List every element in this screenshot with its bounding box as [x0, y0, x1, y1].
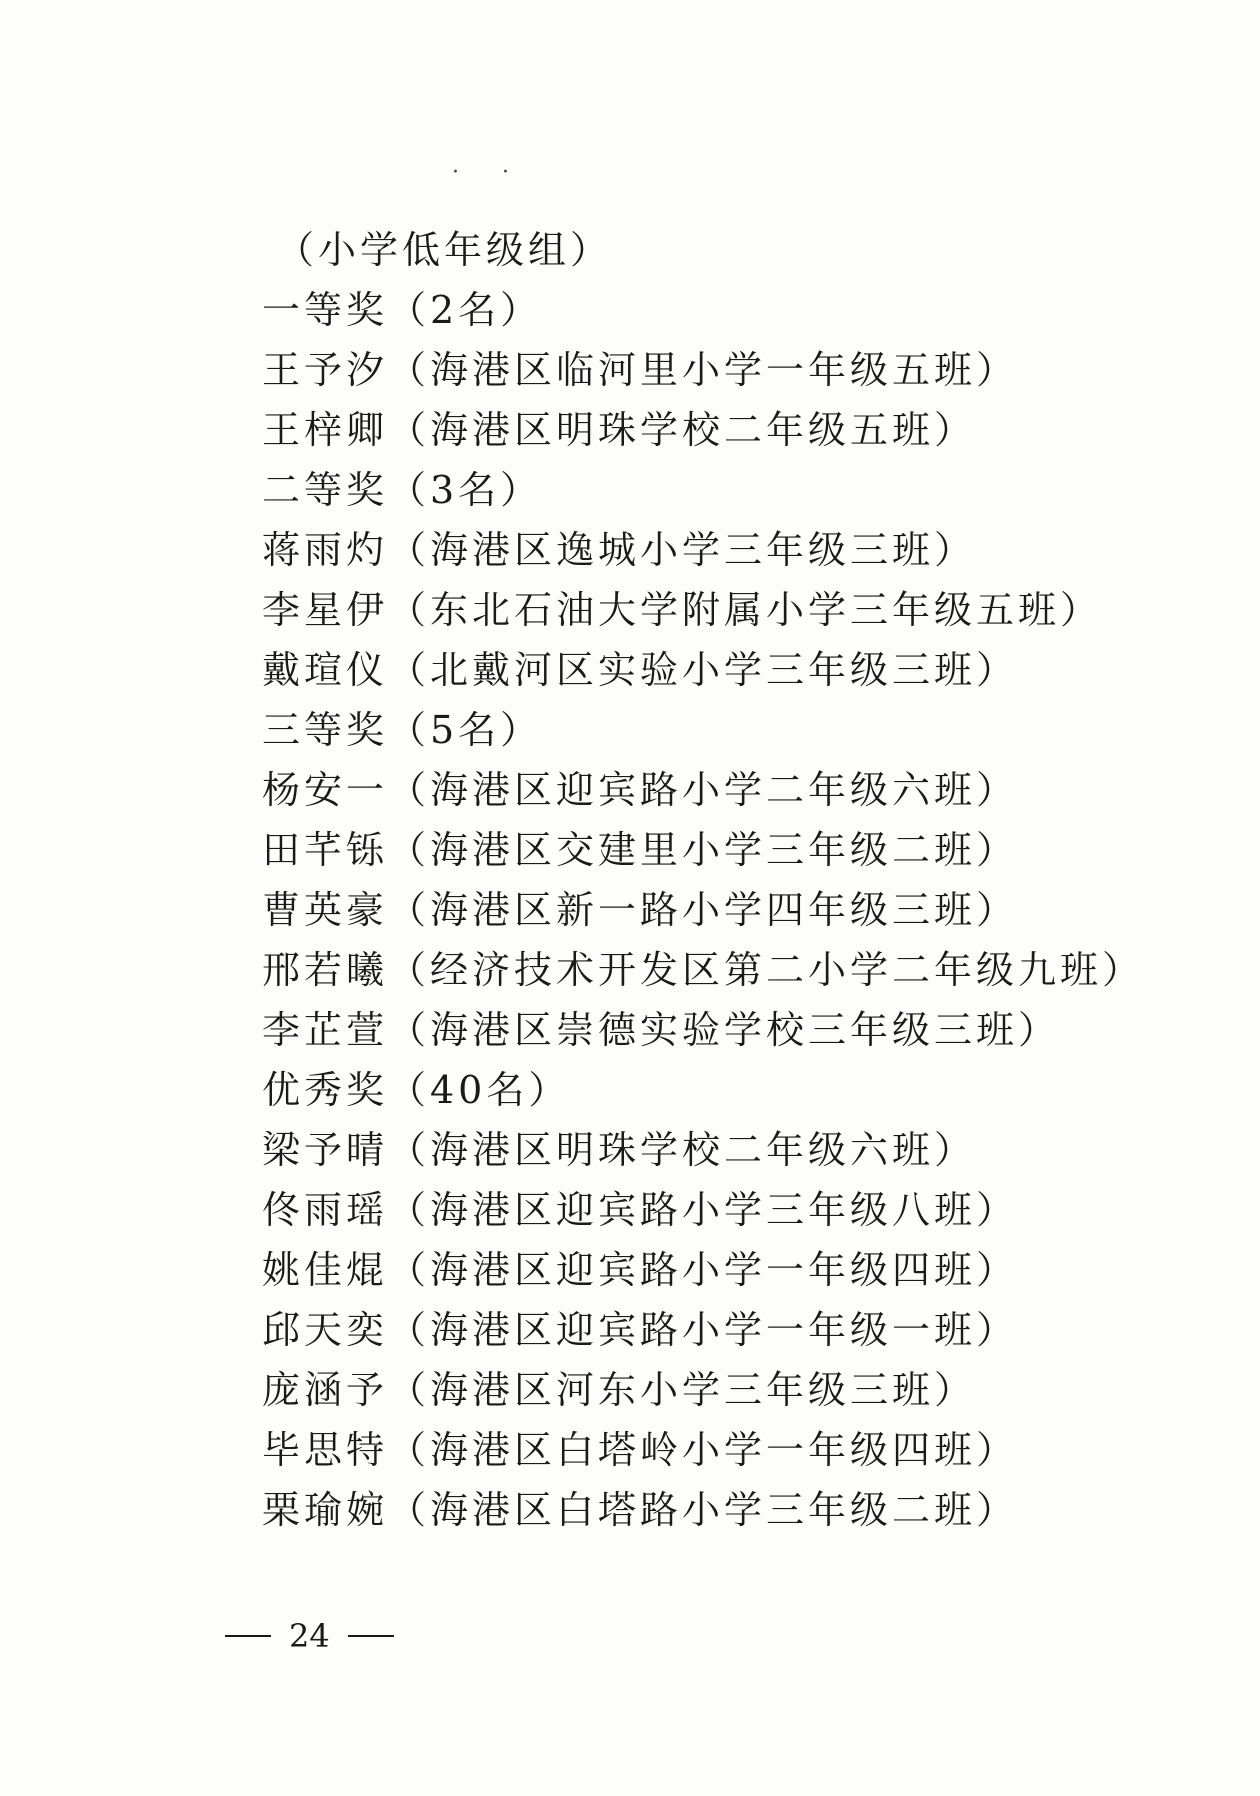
list-item: 李芷萱（海港区崇德实验学校三年级三班） — [262, 1008, 1061, 1052]
list-item: 邱天奕（海港区迎宾路小学一年级一班） — [262, 1308, 1019, 1352]
award-heading-excellence: 优秀奖（40名） — [262, 1068, 571, 1112]
list-item: 毕思特（海港区白塔岭小学一年级四班） — [262, 1428, 1019, 1472]
list-item: 姚佳焜（海港区迎宾路小学一年级四班） — [262, 1248, 1019, 1292]
footer-dash-left — [225, 1635, 271, 1637]
award-heading-second: 二等奖（3名） — [262, 468, 543, 512]
list-item: 邢若曦（经济技术开发区第二小学二年级九班） — [262, 948, 1145, 992]
footer-dash-right — [348, 1635, 394, 1637]
list-item: 戴瑄仪（北戴河区实验小学三年级三班） — [262, 648, 1019, 692]
list-item: 王予汐（海港区临河里小学一年级五班） — [262, 348, 1019, 392]
page-number: 24 — [289, 1617, 330, 1655]
list-item: 杨安一（海港区迎宾路小学二年级六班） — [262, 768, 1019, 812]
list-item: 梁予晴（海港区明珠学校二年级六班） — [262, 1128, 977, 1172]
list-item: 田芊铄（海港区交建里小学三年级二班） — [262, 828, 1019, 872]
list-item: 王梓卿（海港区明珠学校二年级五班） — [262, 408, 977, 452]
list-item: 佟雨瑶（海港区迎宾路小学三年级八班） — [262, 1188, 1019, 1232]
award-list — [262, 220, 1162, 1540]
stray-marks: · · — [452, 160, 527, 185]
list-item: 栗瑜婉（海港区白塔路小学三年级二班） — [262, 1488, 1019, 1532]
list-item: 李星伊（东北石油大学附属小学三年级五班） — [262, 588, 1103, 632]
group-heading: （小学低年级组） — [276, 228, 613, 272]
award-heading-first: 一等奖（2名） — [262, 288, 543, 332]
list-item: 庞涵予（海港区河东小学三年级三班） — [262, 1368, 977, 1412]
award-heading-third: 三等奖（5名） — [262, 708, 543, 752]
list-item: 蒋雨灼（海港区逸城小学三年级三班） — [262, 528, 977, 572]
page-footer — [225, 1617, 394, 1655]
list-item: 曹英豪（海港区新一路小学四年级三班） — [262, 888, 1019, 932]
